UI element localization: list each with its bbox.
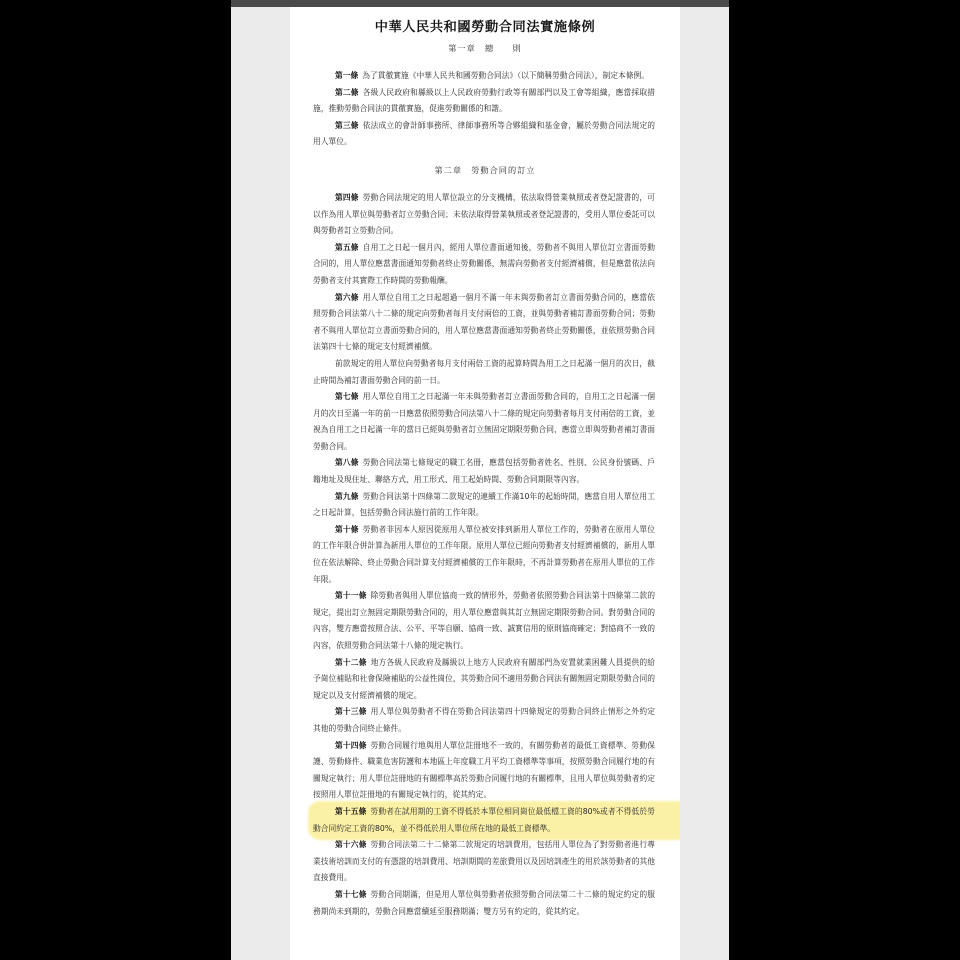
chapter-heading: 第一章 總 則	[448, 43, 522, 53]
article-4	[313, 190, 655, 240]
article-2	[313, 85, 655, 118]
article-8	[313, 455, 655, 488]
article-text: 勞動合同法第十四條第二款規定的連續工作滿10年的起始時間，應當自用人單位用工之日起計算，包括勞動合同法施行前的工作年限。	[313, 491, 655, 518]
article-1	[313, 68, 655, 85]
article-number: 第十三條	[335, 707, 367, 717]
article-text: 各級人民政府和縣級以上人民政府勞動行政等有關部門以及工會等組織，應當採取措施，推動勞動合同法的貫徹實施，促進勞動關係的和諧。	[313, 87, 655, 114]
article-text: 用人單位自用工之日起超過一個月不滿一年未與勞動者訂立書面勞動合同的，應當依照勞動合同法第八十二條的規定向勞動者每月支付兩倍的工資，並與勞動者補訂書面勞動合同；勞動者不與用人單位訂立書面勞動合同的，用人單位應當書面通知勞動者終止勞動關係，並依照勞動合同法第四十七條的規定支付經濟補償。	[313, 292, 655, 352]
document-page	[290, 7, 680, 960]
article-number: 第十七條	[335, 889, 367, 899]
article-text: 勞動合同法第二十二條第二款規定的培訓費用，包括用人單位為了對勞動者進行專業技術培訓而支付的有憑證的培訓費用、培訓期間的差旅費用以及因培訓產生的用於該勞動者的其他直接費用。	[313, 840, 655, 883]
article-9	[313, 489, 655, 522]
article-number: 第三條	[335, 120, 359, 130]
article-number: 第六條	[335, 292, 359, 302]
article-text: 勞動者在試用期的工資不得低於本單位相同崗位最低檔工資的80%或者不得低於勞動合同約定工資的80%，並不得低於用人單位所在地的最低工資標準。	[313, 806, 655, 833]
article-number: 第十六條	[335, 840, 367, 850]
article-number: 第七條	[335, 392, 359, 402]
article-number: 第二條	[335, 87, 359, 97]
article-7	[313, 389, 655, 455]
article-3	[313, 118, 655, 151]
article-number: 第四條	[335, 192, 359, 202]
article-5	[313, 240, 655, 290]
article-number: 第八條	[335, 458, 359, 468]
article-17	[313, 887, 655, 920]
article-13	[313, 704, 655, 737]
article-text: 勞動合同法第七條規定的職工名冊，應當包括勞動者姓名、性別、公民身份號碼、戶籍地址及現住址、聯絡方式、用工形式、用工起始時間、勞動合同期限等內容。	[313, 458, 655, 485]
article-14	[313, 738, 655, 804]
article-16	[313, 837, 655, 887]
article-text: 勞動合同期滿，但是用人單位與勞動者依照勞動合同法第二十二條的規定約定的服務期尚未到期的，勞動合同應當續延至服務期滿；雙方另有約定的，從其約定。	[313, 889, 655, 916]
article-number: 第十四條	[335, 740, 367, 750]
article-text: 依法成立的會計師事務所、律師事務所等合夥組織和基金會，屬於勞動合同法規定的用人單位。	[313, 120, 655, 147]
article-6	[313, 290, 655, 356]
document-title: 中華人民共和國勞動合同法實施條例	[374, 20, 596, 35]
article-number: 第十五條	[335, 806, 367, 816]
article-text: 除勞動者與用人單位協商一致的情形外，勞動者依照勞動合同法第十四條第二款的規定，提出訂立無固定期限勞動合同的，用人單位應當與其訂立無固定期限勞動合同。對勞動合同的內容，雙方應當按照合法、公平、平等自願、協商一致、誠實信用的原則協商確定；對協商不一致的內容，依照勞動合同法第十八條的規定執行。	[313, 591, 655, 650]
article-text: 地方各級人民政府及縣級以上地方人民政府有關部門為安置就業困難人員提供的給予崗位補貼和社會保險補貼的公益性崗位，其勞動合同不適用勞動合同法有關無固定期限勞動合同的規定以及支付經濟補償的規定。	[313, 657, 655, 700]
highlighted-article	[290, 804, 680, 837]
article-10	[313, 522, 655, 588]
article-number: 第一條	[335, 71, 359, 80]
article-text: 勞動者非因本人原因從原用人單位被安排到新用人單位工作的，勞動者在原用人單位的工作年限合併計算為新用人單位的工作年限。原用人單位已經向勞動者支付經濟補償的，新用人單位在依法解除、終止勞動合同計算支付經濟補償的工作年限時，不再計算勞動者在原用人單位的工作年限。	[313, 524, 655, 584]
chapter-heading: 第二章 勞動合同的訂立	[434, 164, 536, 175]
article-text: 用人單位與勞動者不得在勞動合同法第四十四條規定的勞動合同終止情形之外約定其他的勞動合同終止條件。	[313, 707, 655, 733]
article-number: 第十條	[335, 524, 359, 534]
article-text: 勞動合同履行地與用人單位註冊地不一致的，有關勞動者的最低工資標準、勞動保護、勞動條件、職業危害防護和本地區上年度職工月平均工資標準等事項，按照勞動合同履行地的有關規定執行；用人單位註冊地的有關標準高於勞動合同履行地的有關標準，且用人單位與勞動者約定按照用人單位註冊地的有關規定執行的，從其約定。	[313, 740, 655, 800]
article-text: 前款規定的用人單位向勞動者每月支付兩倍工資的起算時間為用工之日起滿一個月的次日，截止時間為補訂書面勞動合同的前一日。	[313, 358, 655, 385]
article-11	[313, 588, 655, 654]
article-number: 第十一條	[335, 591, 367, 601]
article-text: 為了貫徹實施《中華人民共和國勞動合同法》（以下簡稱勞動合同法），制定本條例。	[362, 71, 650, 80]
article-6-paragraph-2	[313, 356, 655, 389]
article-number: 第十二條	[335, 657, 367, 667]
article-15	[313, 804, 655, 837]
article-number: 第五條	[335, 242, 359, 252]
article-12	[313, 655, 655, 705]
document-viewer[interactable]	[231, 0, 729, 960]
article-number: 第九條	[335, 491, 359, 501]
article-text: 自用工之日起一個月內，經用人單位書面通知後，勞動者不與用人單位訂立書面勞動合同的，用人單位應當書面通知勞動者終止勞動關係，無需向勞動者支付經濟補償，但是應當依法向勞動者支付其實際工作時間的勞動報酬。	[313, 242, 655, 285]
article-text: 勞動合同法規定的用人單位設立的分支機構，依法取得營業執照或者登記證書的，可以作為用人單位與勞動者訂立勞動合同；未依法取得營業執照或者登記證書的，受用人單位委託可以與勞動者訂立勞動合同。	[313, 192, 655, 236]
article-text: 用人單位自用工之日起滿一年未與勞動者訂立書面勞動合同的，自用工之日起滿一個月的次日至滿一年的前一日應當依照勞動合同法第八十二條的規定向勞動者每月支付兩倍的工資，並視為自用工之日起滿一年的當日已經與勞動者訂立無固定期限勞動合同，應當立即與勞動者補訂書面勞動合同。	[313, 392, 655, 451]
viewer-top-bar	[231, 0, 729, 7]
